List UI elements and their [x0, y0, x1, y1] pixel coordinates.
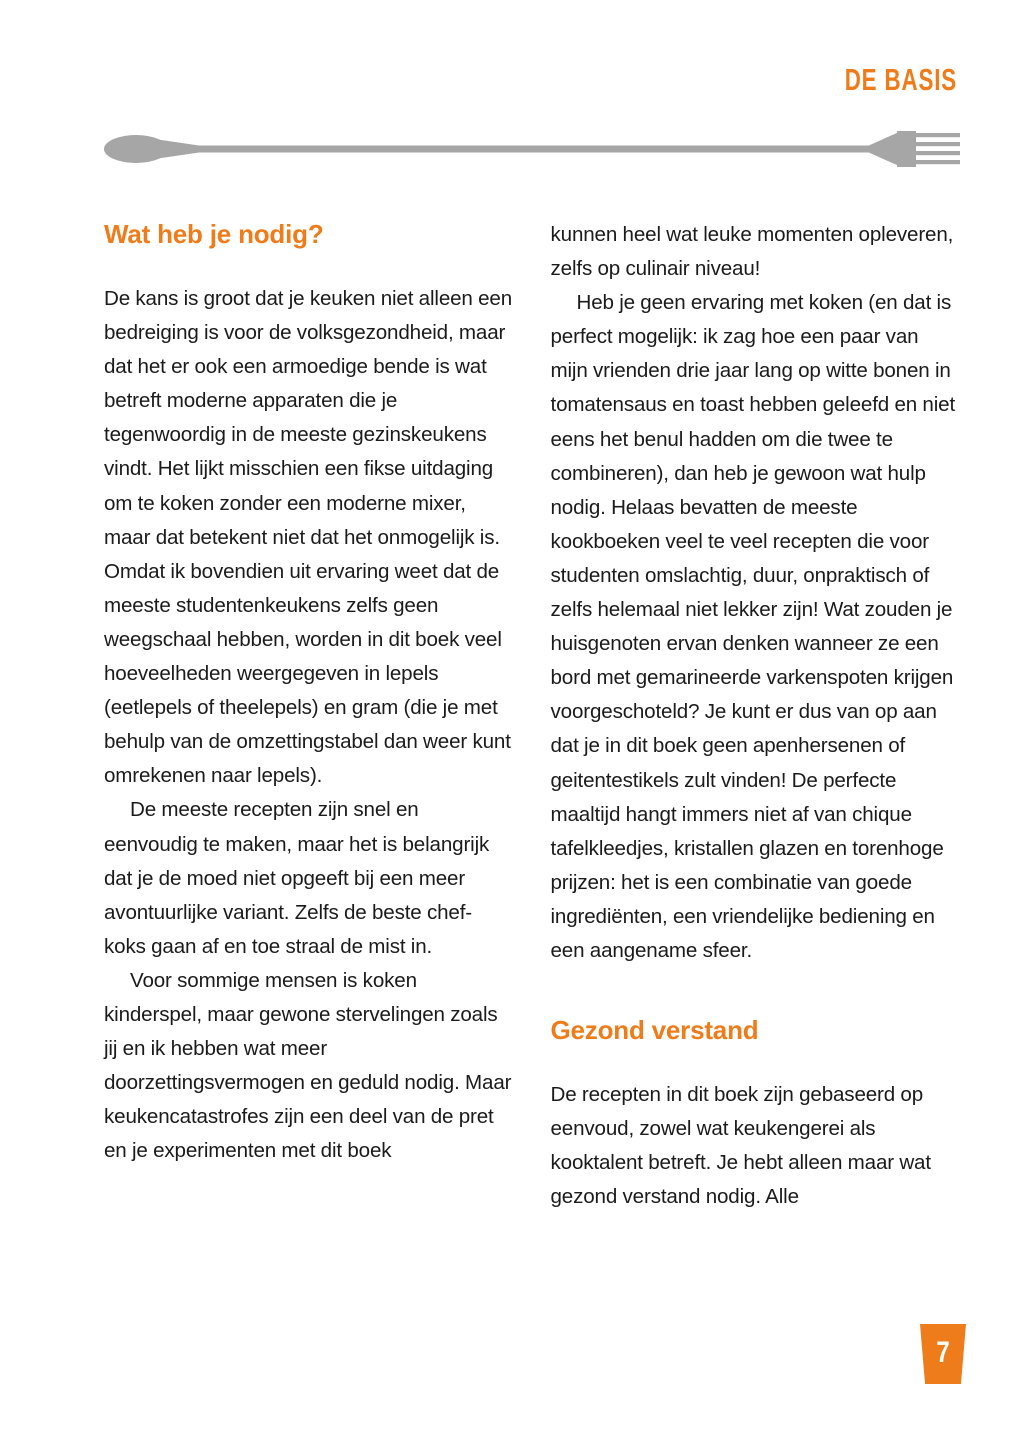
body-columns — [104, 218, 960, 1214]
cutlery-divider — [104, 126, 960, 172]
left-column — [104, 218, 514, 1214]
fork-icon — [861, 131, 960, 167]
paragraph-continued: kunnen heel wat leuke momenten opleveren, zelfs op culinair niveau! — [550, 223, 954, 281]
section-heading-gezond-verstand: Gezond verstand — [550, 1015, 759, 1046]
paragraph: Voor sommige mensen is koken kinderspel, maar gewone stervelingen zoals jij en ik hebben wat meer doorzettingsvermogen en geduld nodig. Maar keukencatastrofes zijn een deel van de pret en je experimenten met dit boek — [104, 968, 512, 1163]
section-heading-wat-heb-je-nodig: Wat heb je nodig? — [104, 219, 324, 249]
page-number: 7 — [936, 1336, 950, 1369]
right-column — [551, 218, 961, 1214]
page-number-badge — [920, 1324, 966, 1384]
paragraph: De kans is groot dat je keuken niet alleen een bedreiging is voor de volksgezondheid, maar dat het er ook een armoedige bende is wat betreft moderne apparaten die je tegenwoordig in de meeste gezinskeukens vindt. Het lijkt misschien een fikse uitdaging om te koken zonder een moderne mixer, maar dat betekent niet dat het onmogelijk is. Omdat ik bovendien uit ervaring weet dat de meeste studentenkeukens zelfs geen weegschaal hebben, worden in dit boek veel hoeveelheden weergegeven in lepels (eetlepels of theelepels) en gram (die je met behulp van de omzettingstabel dan weer kunt omrekenen naar lepels). — [104, 287, 513, 788]
page-title: DE BASIS — [844, 62, 957, 97]
paragraph: De recepten in dit boek zijn gebaseerd op eenvoud, zowel wat keukengerei als kooktalent betreft. Je hebt alleen maar wat gezond verstand nodig. Alle — [550, 1083, 931, 1209]
paragraph: De meeste recepten zijn snel en eenvoudig te maken, maar het is belangrijk dat je de moed niet opgeeft bij een meer avontuurlijke variant. Zelfs de beste chef-koks gaan af en toe straal de mist in. — [104, 798, 490, 958]
paragraph: Heb je geen ervaring met koken (en dat is perfect mogelijk: ik zag hoe een paar van mijn vrienden drie jaar lang op witte bonen in tomatensaus en toast hebben geleefd en niet eens het benul hadden om die twee te combineren), dan heb je gewoon wat hulp nodig. Helaas bevatten de meeste kookboeken veel te veel recepten die voor studenten omslachtig, duur, onpraktisch of zelfs helemaal niet lekker zijn! Wat zouden je huisgenoten ervan denken wanneer ze een bord met gemarineerde varkenspoten krijgen voorgeschoteld? Je kunt er dus van op aan dat je in dit boek geen apenhersenen of geitentestikels zult vinden! De perfecte maaltijd hangt immers niet af van chique tafelkleedjes, kristallen glazen en torenhoge prijzen: het is een combinatie van goede ingrediënten, een vriendelijke bediening en een aangename sfeer. — [550, 291, 956, 962]
